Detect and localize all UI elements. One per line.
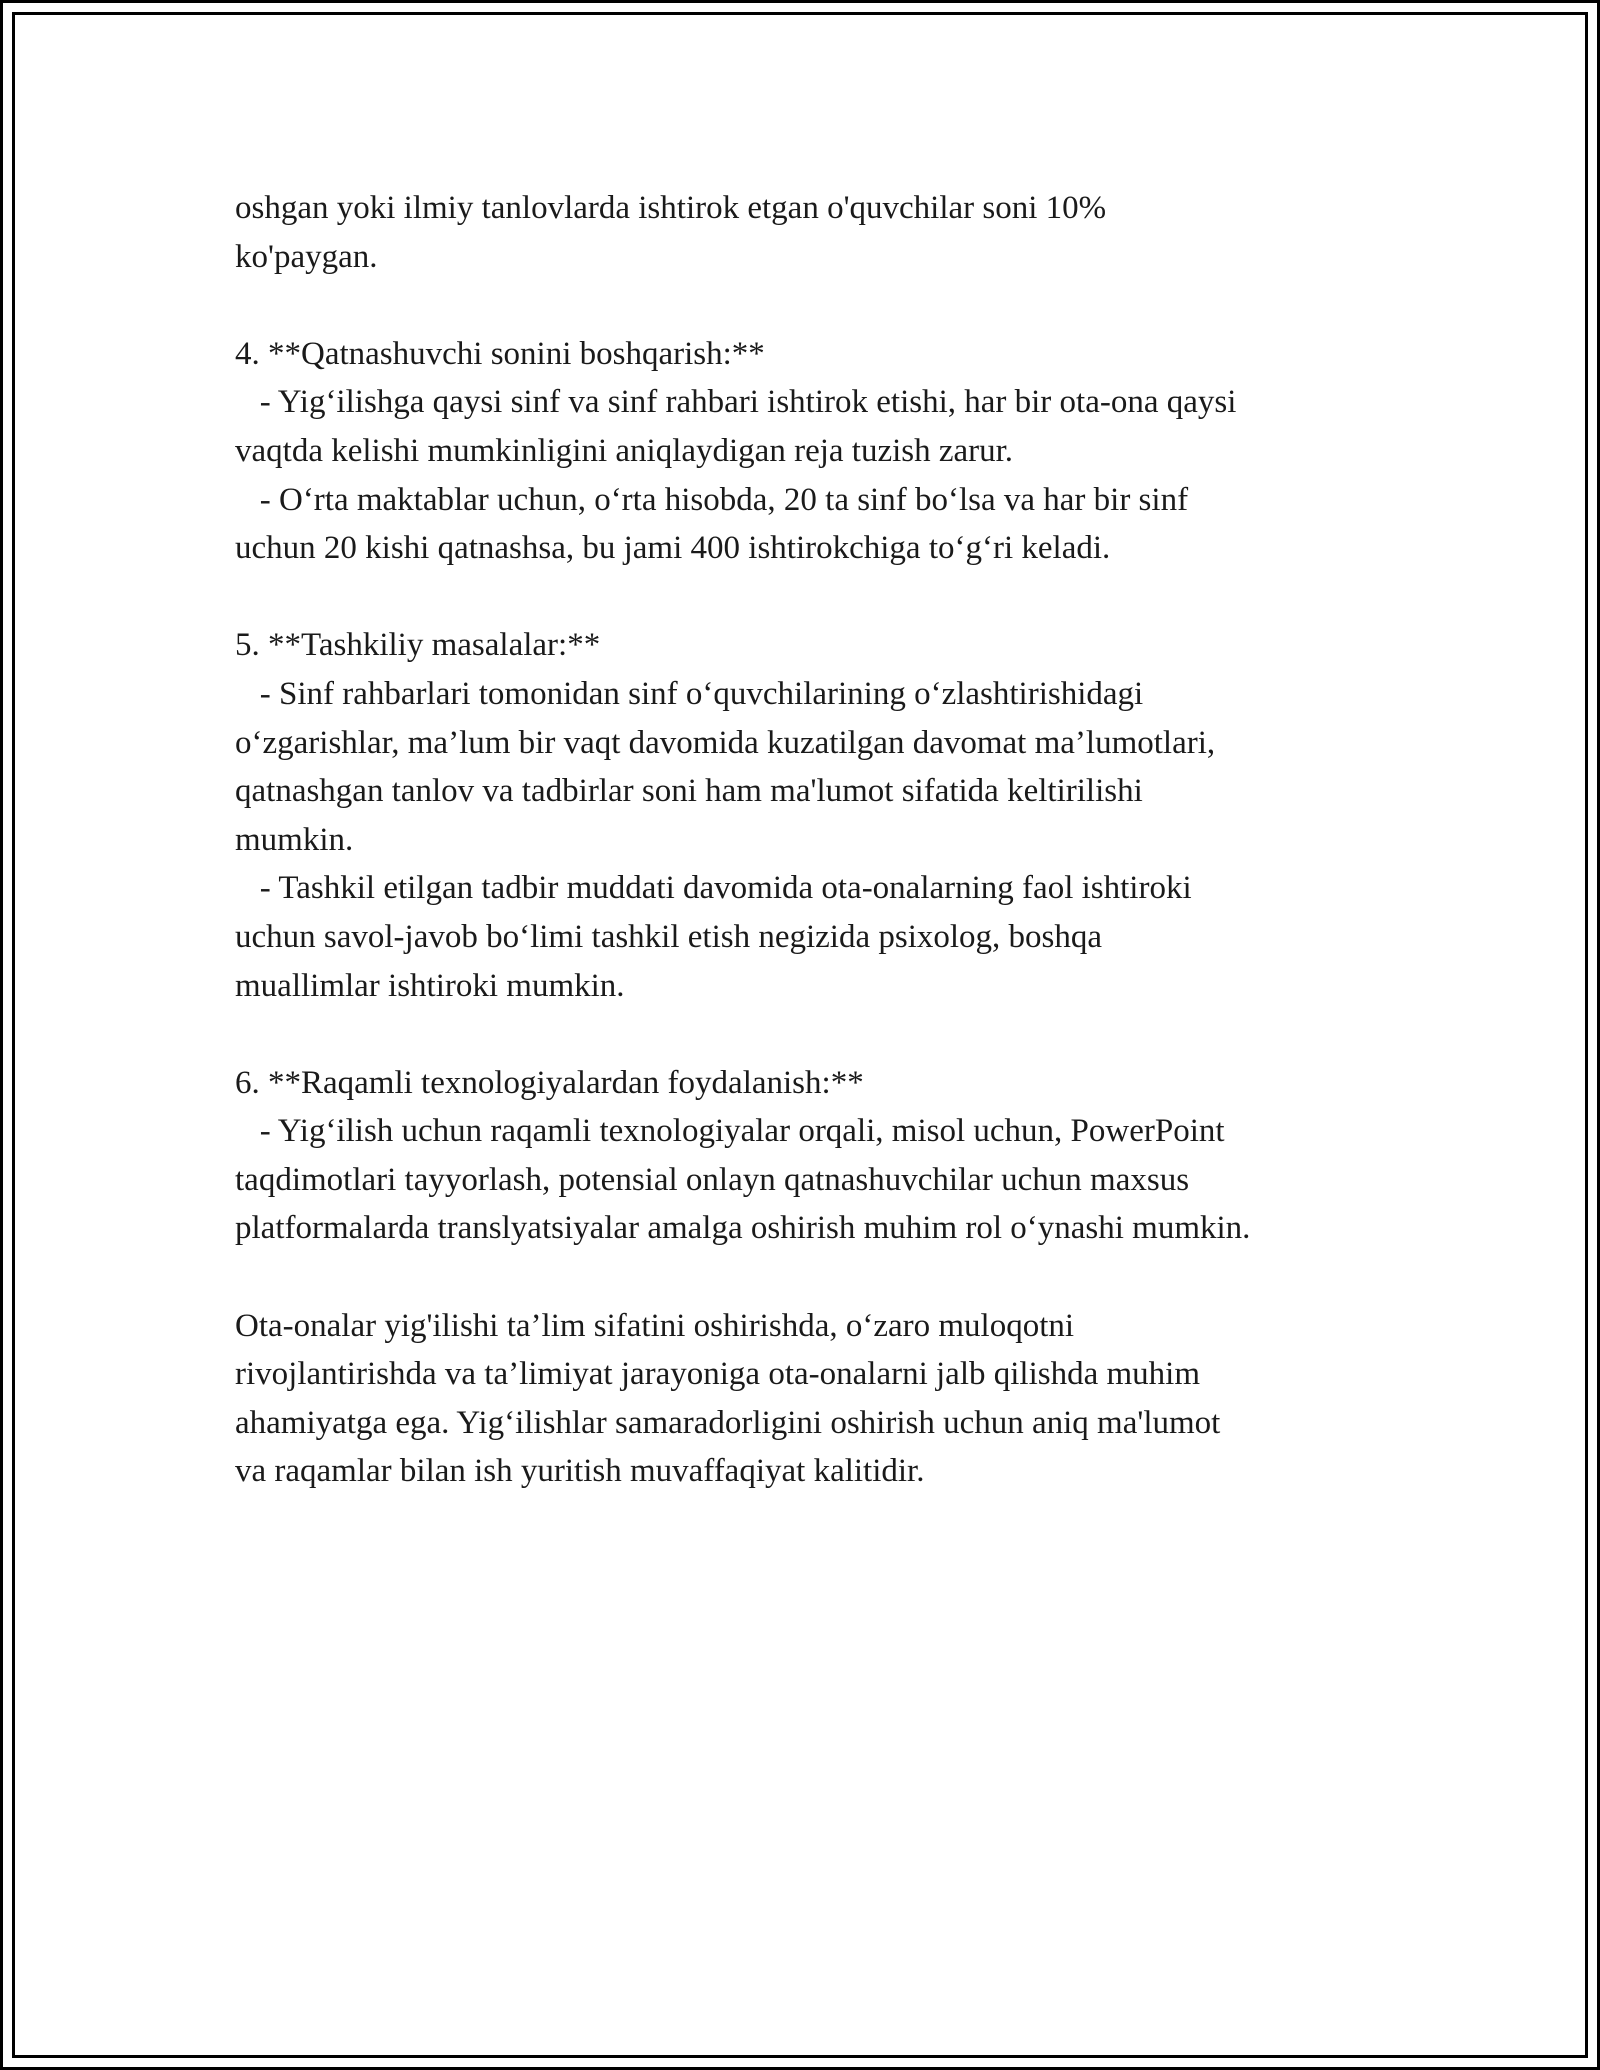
text-line: vaqtda kelishi mumkinligini aniqlaydigan reja tuzish zarur. <box>235 432 1014 469</box>
text-line: mumkin. <box>235 821 354 858</box>
text-line: va raqamlar bilan ish yuritish muvaffaqiyat kalitidir. <box>235 1453 925 1490</box>
text-line: - Yig‘ilish uchun raqamli texnologiyalar orqali, misol uchun, PowerPoint <box>235 1113 1225 1150</box>
paragraph-spacer <box>235 1010 1415 1059</box>
document-body <box>235 184 1415 1496</box>
section-heading: 5. **Tashkiliy masalalar:** <box>235 627 601 664</box>
paragraph-spacer <box>235 573 1415 622</box>
text-line: - O‘rta maktablar uchun, o‘rta hisobda, 20 ta sinf bo‘lsa va har bir sinf <box>235 481 1189 518</box>
text-line: qatnashgan tanlov va tadbirlar soni ham ma'lumot sifatida keltirilishi <box>235 773 1143 810</box>
text-line: - Sinf rahbarlari tomonidan sinf o‘quvchilarining o‘zlashtirishidagi <box>235 675 1144 712</box>
text-line: rivojlantirishda va ta’limiyat jarayoniga ota-onalarni jalb qilishda muhim <box>235 1356 1200 1393</box>
section-heading: 6. **Raqamli texnologiyalardan foydalanish:** <box>235 1064 864 1101</box>
paragraph-spacer <box>235 281 1415 330</box>
text-line: oshgan yoki ilmiy tanlovlarda ishtirok etgan o'quvchilar soni 10% <box>235 190 1107 226</box>
text-line: uchun 20 kishi qatnashsa, bu jami 400 ishtirokchiga to‘g‘ri keladi. <box>235 530 1111 567</box>
text-line: o‘zgarishlar, ma’lum bir vaqt davomida kuzatilgan davomat ma’lumotlari, <box>235 724 1216 761</box>
section-5-organizational-issues <box>235 621 1415 1010</box>
text-line: - Yig‘ilishga qaysi sinf va sinf rahbari ishtirok etishi, har bir ota-ona qaysi <box>235 384 1237 421</box>
section-4-attendance-management <box>235 330 1415 573</box>
text-line: ko'paygan. <box>235 238 378 275</box>
text-line: ahamiyatga ega. Yig‘ilishlar samaradorligini oshirish uchun aniq ma'lumot <box>235 1404 1221 1441</box>
conclusion-paragraph <box>235 1302 1415 1496</box>
paragraph-spacer <box>235 1253 1415 1302</box>
section-6-digital-technologies <box>235 1059 1415 1253</box>
text-line: uchun savol-javob bo‘limi tashkil etish negizida psixolog, boshqa <box>235 918 1103 955</box>
text-line: platformalarda translyatsiyalar amalga oshirish muhim rol o‘ynashi mumkin. <box>235 1210 1251 1247</box>
section-heading: 4. **Qatnashuvchi sonini boshqarish:** <box>235 335 765 372</box>
text-line: Ota-onalar yig'ilishi ta’lim sifatini oshirishda, o‘zaro muloqotni <box>235 1307 1075 1344</box>
paragraph-intro-continuation <box>235 184 1415 281</box>
text-line: muallimlar ishtiroki mumkin. <box>235 967 625 1004</box>
text-line: - Tashkil etilgan tadbir muddati davomida ota-onalarning faol ishtiroki <box>235 870 1192 907</box>
text-line: taqdimotlari tayyorlash, potensial onlayn qatnashuvchilar uchun maxsus <box>235 1161 1190 1198</box>
